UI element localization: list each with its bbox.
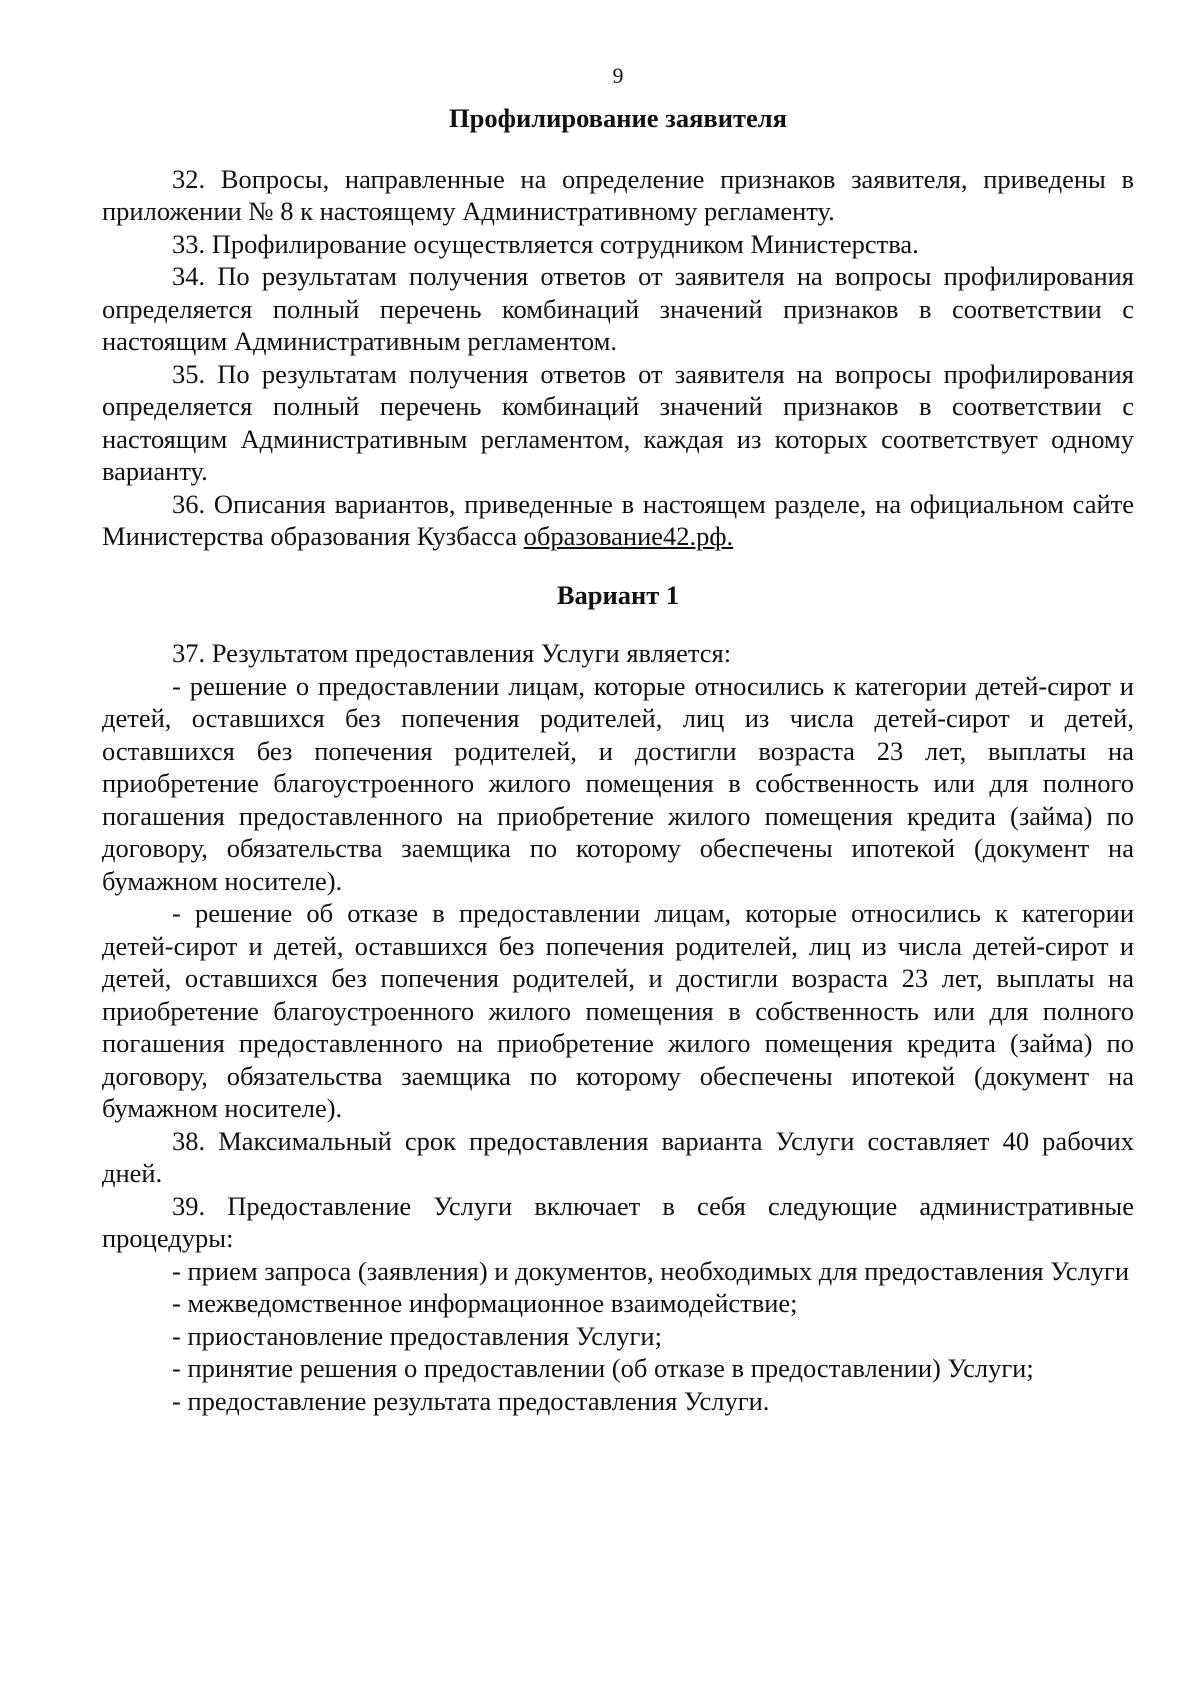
paragraph-32: 32. Вопросы, направленные на определение признаков заявителя, приведены в приложении № 8 к настоящему Административному регламенту. — [102, 163, 1134, 226]
paragraph-34: 34. По результатам получения ответов от заявителя на вопросы профилирования определяется полный перечень комбинаций значений признаков в соответствии с настоящим Административным регламентом. — [102, 261, 1134, 356]
paragraph-36 — [102, 488, 1134, 553]
paragraph-33: 33. Профилирование осуществляется сотрудником Министерства. — [172, 228, 919, 259]
paragraph-39: 39. Предоставление Услуги включает в себя следующие административные процедуры: — [102, 1190, 1134, 1253]
paragraph-38: 38. Максимальный срок предоставления варианта Услуги составляет 40 рабочих дней. — [102, 1125, 1134, 1188]
procedure-item: - прием запроса (заявления) и документов, необходимых для предоставления Услуги — [172, 1255, 1130, 1286]
paragraph-36-text: 36. Описания вариантов, приведенные в настоящем разделе, на официальном сайте Министерства образования Кузбасса — [102, 488, 1134, 551]
paragraph-35: 35. По результатам получения ответов от заявителя на вопросы профилирования определяется полный перечень комбинаций значений признаков в соответствии с настоящим Административным регламентом, каждая из которых соответствует одному варианту. — [102, 358, 1134, 486]
result-refusal-decision: - решение об отказе в предоставлении лицам, которые относились к категории детей-сирот и детей, оставшихся без попечения родителей, лиц из числа детей-сирот и детей, оставшихся без попечения родителей, и достигли возраста 23 лет, выплаты на приобретение благоустроенного жилого помещения в собственность или для полного погашения предоставленного на приобретение жилого помещения кредита (займа) по договору, обязательства заемщика по которому обеспечены ипотекой (документ на бумажном носителе). — [102, 898, 1134, 1123]
procedure-item: - принятие решения о предоставлении (об отказе в предоставлении) Услуги; — [172, 1353, 1034, 1383]
ministry-site-link[interactable]: образование42.рф. — [523, 521, 734, 551]
procedure-item: - предоставление результата предоставления Услуги. — [172, 1385, 770, 1416]
procedure-item: - приостановление предоставления Услуги; — [172, 1320, 662, 1351]
variant-title: Вариант 1 — [556, 579, 680, 610]
paragraph-37: 37. Результатом предоставления Услуги является: — [172, 638, 732, 668]
section-title: Профилирование заявителя — [449, 103, 787, 133]
document-page — [102, 62, 1134, 1417]
page-number: 9 — [612, 63, 624, 88]
procedure-item: - межведомственное информационное взаимодействие; — [172, 1288, 798, 1318]
result-grant-decision: - решение о предоставлении лицам, которые относились к категории детей-сирот и детей, оставшихся без попечения родителей, лиц из числа детей-сирот и детей, оставшихся без попечения родителей, и достигли возраста 23 лет, выплаты на приобретение благоустроенного жилого помещения в собственность или для полного погашения предоставленного на приобретение жилого помещения кредита (займа) по договору, обязательства заемщика по которому обеспечены ипотекой (документ на бумажном носителе). — [102, 670, 1134, 896]
